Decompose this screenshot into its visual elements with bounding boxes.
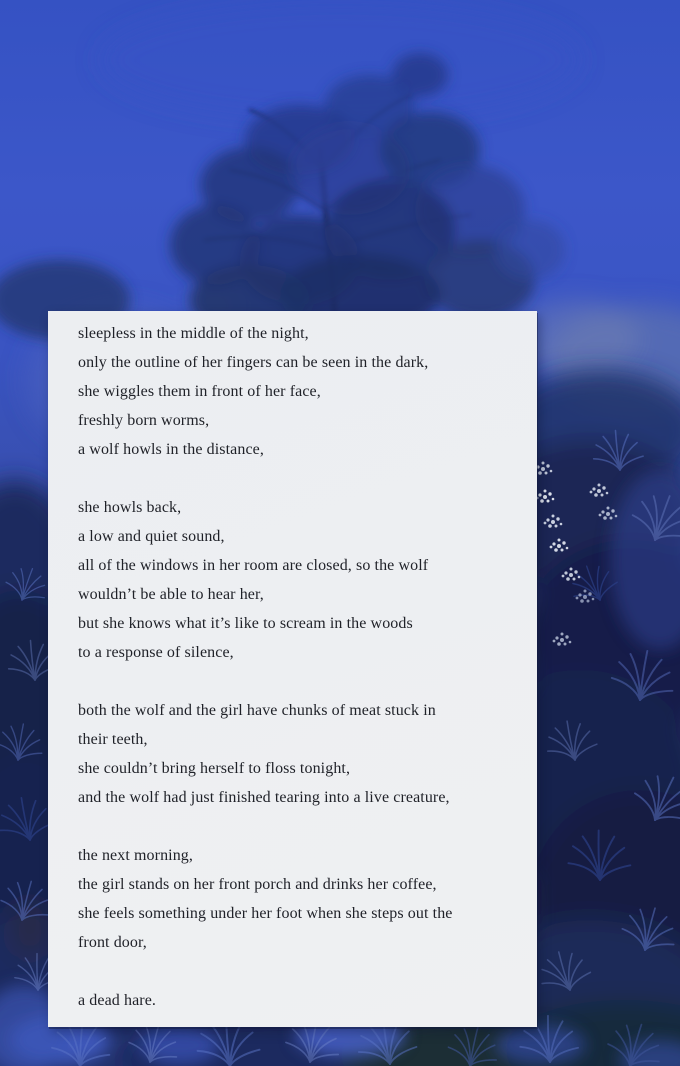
poem-line: she howls back,	[78, 499, 182, 516]
poem-stanza	[78, 986, 513, 1015]
poem-line: a dead hare.	[78, 992, 157, 1009]
poem-line: and the wolf had just finished tearing into a live creature,	[78, 789, 450, 806]
poem-line: she wiggles them in front of her face,	[78, 383, 321, 400]
poem-card	[48, 311, 537, 1027]
poem-line: front door,	[78, 934, 147, 951]
poem-line: sleepless in the middle of the night,	[78, 325, 309, 342]
poem-stanza	[78, 696, 513, 812]
poem-stanza	[78, 841, 513, 957]
poem-line: all of the windows in her room are closed, so the wolf	[78, 557, 429, 574]
poem-line: but she knows what it’s like to scream in the woods	[78, 615, 413, 632]
poem-stanza	[78, 319, 513, 464]
poem-line: both the wolf and the girl have chunks of meat stuck in	[78, 702, 436, 719]
poem-line: only the outline of her fingers can be seen in the dark,	[78, 354, 429, 371]
poem-line: she couldn’t bring herself to floss tonight,	[78, 760, 351, 777]
poem-line: a wolf howls in the distance,	[78, 441, 264, 458]
poem-line: freshly born worms,	[78, 412, 210, 429]
poem-line: the girl stands on her front porch and drinks her coffee,	[78, 876, 437, 893]
poem-line: wouldn’t be able to hear her,	[78, 586, 264, 603]
poem-line: the next morning,	[78, 847, 194, 864]
poem-line: to a response of silence,	[78, 644, 234, 661]
poem-line: she feels something under her foot when she steps out the	[78, 905, 453, 922]
poem-line: a low and quiet sound,	[78, 528, 225, 545]
poem-stanza	[78, 493, 513, 667]
poem-line: their teeth,	[78, 731, 148, 748]
